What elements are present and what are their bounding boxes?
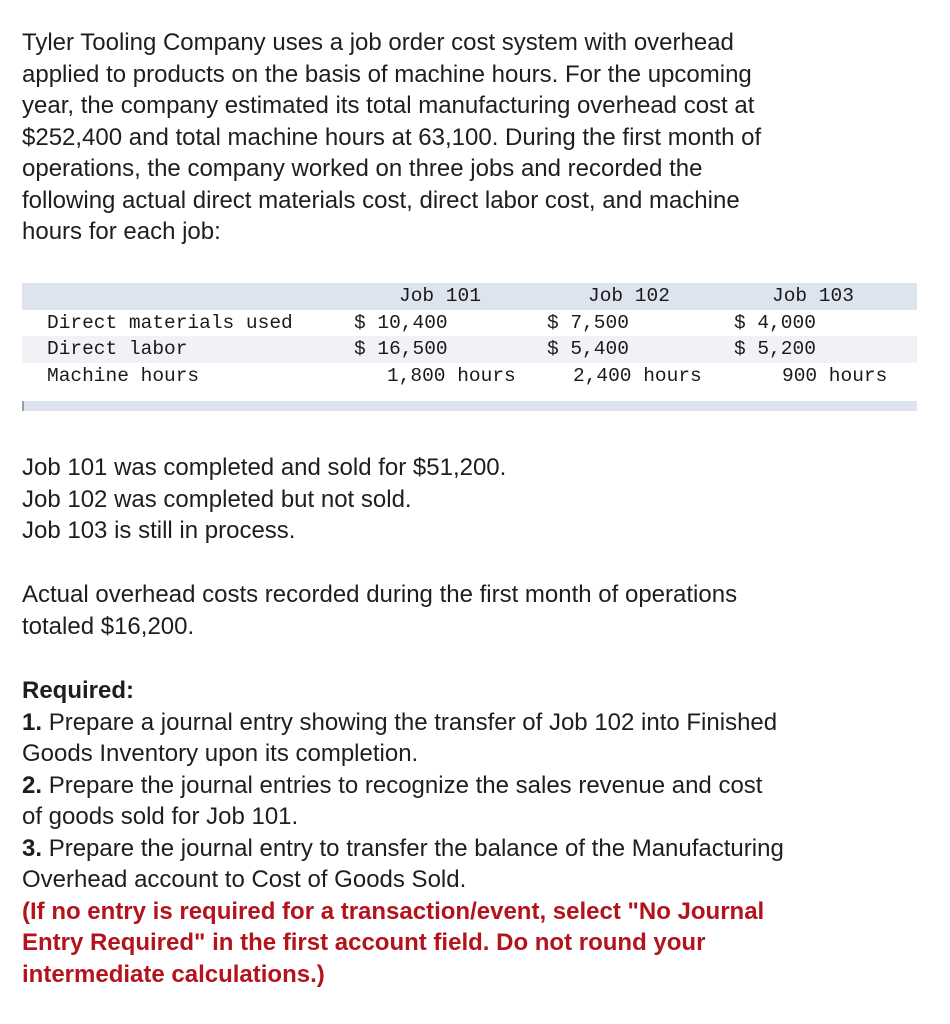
intro-line: $252,400 and total machine hours at 63,100. During the first month of — [22, 123, 762, 151]
required-item-3 — [22, 833, 922, 865]
row-label: Direct materials used — [47, 311, 293, 334]
intro-line: year, the company estimated its total manufacturing overhead cost at — [22, 92, 755, 119]
table-cell: $ 5,400 — [547, 338, 629, 360]
column-header-job-103: Job 103 — [772, 285, 854, 307]
instruction-note-line: (If no entry is required for a transaction/event, select "No Journal — [22, 897, 765, 925]
actual-overhead-text — [22, 579, 922, 642]
table-header-row — [22, 283, 917, 310]
intro-line: hours for each job: — [22, 218, 221, 245]
item-text-continued: Goods Inventory upon its completion. — [22, 740, 419, 767]
overhead-line: totaled $16,200. — [22, 612, 195, 640]
item-text-continued: Overhead account to Cost of Goods Sold. — [22, 866, 467, 893]
job-status-text — [22, 452, 922, 547]
item-text: Prepare the journal entries to recognize the sales revenue and cost — [48, 771, 763, 799]
table-footer-bar — [22, 401, 917, 411]
instruction-note-line: intermediate calculations.) — [22, 960, 325, 988]
job-cost-table — [22, 283, 917, 389]
table-row — [22, 336, 917, 363]
table-cell: 1,800 hours — [387, 364, 516, 387]
intro-line: Tyler Tooling Company uses a job order cost system with overhead — [22, 29, 734, 56]
status-line: Job 103 is still in process. — [22, 517, 296, 544]
item-text-continued: of goods sold for Job 101. — [22, 803, 299, 830]
status-line: Job 102 was completed but not sold. — [22, 485, 412, 513]
item-number: 2. — [22, 771, 43, 799]
table-row — [22, 310, 917, 337]
table-cell: $ 16,500 — [354, 338, 448, 360]
row-label: Direct labor — [47, 338, 188, 360]
table-row — [22, 363, 917, 390]
table-cell: 900 hours — [782, 364, 888, 387]
intro-line: operations, the company worked on three jobs and recorded the — [22, 155, 703, 182]
table-cell: $ 10,400 — [354, 311, 448, 334]
intro-line: applied to products on the basis of machine hours. For the upcoming — [22, 60, 752, 88]
required-item-1 — [22, 707, 922, 739]
row-label: Machine hours — [47, 364, 200, 387]
instruction-note-line: Entry Required" in the first account field. Do not round your — [22, 929, 706, 956]
intro-line: following actual direct materials cost, direct labor cost, and machine — [22, 186, 740, 214]
item-number: 3. — [22, 834, 43, 862]
item-text: Prepare a journal entry showing the transfer of Job 102 into Finished — [48, 708, 778, 736]
problem-intro — [22, 27, 922, 248]
required-section — [22, 675, 922, 990]
column-header-job-101: Job 101 — [399, 285, 481, 307]
column-header-job-102: Job 102 — [588, 285, 670, 307]
table-cell: 2,400 hours — [573, 364, 702, 387]
item-text: Prepare the journal entry to transfer the balance of the Manufacturing — [48, 834, 784, 862]
item-number: 1. — [22, 708, 43, 736]
status-line: Job 101 was completed and sold for $51,200. — [22, 454, 507, 481]
table-cell: $ 4,000 — [734, 311, 816, 334]
overhead-line: Actual overhead costs recorded during the first month of operations — [22, 581, 738, 608]
table-cell: $ 5,200 — [734, 338, 816, 360]
required-heading: Required: — [22, 677, 135, 704]
table-cell: $ 7,500 — [547, 311, 629, 334]
required-item-2 — [22, 770, 922, 802]
